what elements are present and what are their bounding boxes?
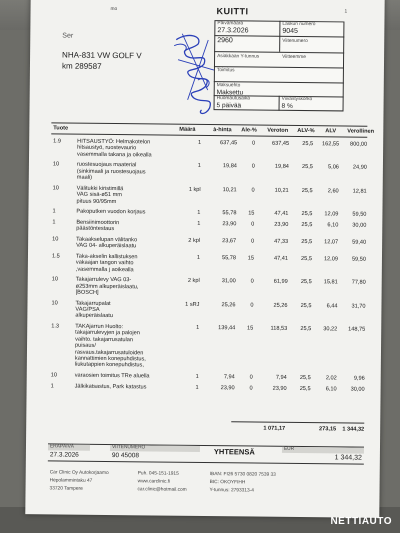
invoice-number: 9045 — [282, 27, 298, 35]
row-total: 800,00 — [350, 141, 368, 148]
row-description: Takaakselupan välitanko — [76, 236, 138, 244]
row-description: TAKAjarrun Huolto: — [75, 323, 124, 331]
row-net: 10,21 — [274, 187, 289, 194]
row-description: VAG 04- alkuperäislaatu — [76, 242, 137, 250]
table-row — [27, 382, 381, 393]
payment-terms-label: Maksuehto — [216, 83, 241, 89]
row-code: 1 — [52, 208, 56, 215]
row-description: päästöntestaus — [76, 225, 115, 233]
row-description: [BOSCH] — [75, 289, 99, 296]
row-qty: 1 — [198, 139, 202, 146]
row-description: Välitukki kiristimillä — [76, 185, 124, 192]
row-vat: 15,81 — [323, 279, 338, 286]
row-total: 59,50 — [351, 256, 366, 263]
row-net: 47,33 — [274, 238, 289, 245]
row-code: 10 — [51, 299, 58, 307]
row-vat: 162,55 — [322, 141, 340, 148]
row-net: 61,99 — [273, 278, 288, 286]
table-row — [28, 219, 382, 233]
row-vat-pct: 25,5 — [302, 141, 314, 148]
our-reference-label: Viitteemme — [282, 54, 307, 61]
row-total: 30,00 — [352, 222, 367, 229]
due-date: 27.3.2026 — [49, 451, 79, 459]
row-total: 59,50 — [352, 211, 367, 218]
total-gross: 1 344,32 — [342, 426, 365, 433]
col-header-vat-pct: ALV-% — [297, 127, 315, 135]
row-net: 7,94 — [275, 374, 287, 381]
reference-number: 2960 — [217, 37, 233, 45]
vehicle-km: km 289587 — [61, 61, 102, 71]
row-description: Takajarrupalat — [75, 300, 111, 307]
row-vat: 2,02 — [325, 375, 337, 382]
row-unit-price: 31,00 — [221, 278, 236, 285]
table-row — [27, 372, 381, 382]
company-address: Hepolammintaku 47 — [49, 478, 93, 484]
table-row — [29, 161, 383, 182]
row-description: ,vasemmalla j aoikealla — [75, 266, 134, 273]
row-discount: 0 — [250, 278, 254, 285]
row-unit-price: 55,78 — [221, 254, 237, 262]
row-code: 10 — [52, 185, 59, 192]
company-ytunnus: Y-tunnus: 2793313-4 — [209, 488, 254, 494]
reference-label: Viitenumero — [282, 38, 308, 45]
row-description: Bensiinimoottorin — [76, 219, 120, 226]
row-qty: 1 — [195, 373, 199, 380]
row-code: 10 — [51, 276, 58, 283]
col-header-total: Verollinen — [347, 128, 375, 135]
row-description: VAG/PSA — [75, 306, 100, 313]
row-discount: 0 — [251, 163, 255, 170]
row-description: alkuperäislaatu — [75, 313, 114, 320]
row-vat: 6,10 — [327, 222, 339, 229]
row-vat-pct: 25,5 — [299, 374, 311, 382]
table-top-rule — [51, 122, 367, 126]
row-description: maali) — [76, 174, 93, 182]
row-description: pituus 90/95mm — [76, 198, 117, 205]
col-header-discount: Ale-% — [241, 127, 257, 134]
row-vat-pct: 25,5 — [301, 238, 313, 245]
row-total: 148,75 — [348, 326, 366, 333]
row-vat-pct: 25,5 — [301, 255, 312, 262]
table-row — [28, 276, 382, 296]
company-phone: Puh. 045-151-1915 — [137, 471, 179, 477]
row-description: takajarrulevyjen ja palojen — [75, 330, 140, 337]
col-header-product: Tuote — [53, 125, 69, 132]
table-row — [28, 208, 382, 218]
total-net: 1 071,17 — [263, 425, 286, 432]
total-vat: 273,15 — [319, 426, 337, 433]
row-vat-pct: 25,5 — [300, 302, 312, 309]
company-email: car.clinic@hotmail.com — [137, 487, 187, 493]
row-description: Taka-akselin kallistuksen — [75, 253, 138, 261]
eur-label-bg — [282, 447, 364, 454]
row-description: Pakoputken vuodon korjaus — [76, 208, 146, 216]
summary-reference-label: VIITENUMERO — [111, 445, 146, 451]
company-iban: IBAN: FI26 5730 0820 7539 33 — [209, 472, 276, 478]
row-vat-pct: 25,5 — [299, 385, 311, 392]
row-description: vakaajan tangon vaihto — [75, 259, 134, 267]
row-total: 24,90 — [352, 164, 367, 172]
row-description: VAG sisä-ø51 mm — [76, 191, 122, 199]
row-vat-pct: 25,5 — [301, 221, 313, 228]
table-row — [28, 299, 382, 320]
row-net: 23,90 — [272, 385, 287, 392]
row-discount: 0 — [250, 238, 255, 245]
col-header-qty: Määrä — [179, 126, 196, 133]
row-discount: 0 — [251, 221, 255, 228]
summary-total: 1 344,32 — [334, 454, 362, 462]
row-description: liukutappien konepuhdistus, — [74, 362, 144, 369]
row-qty: 1 — [196, 254, 201, 261]
row-total: 77,80 — [351, 279, 366, 286]
row-description: hitsaustyö, ruostevaurio — [77, 145, 137, 152]
row-unit-price: 23,90 — [220, 384, 235, 391]
row-qty: 1 — [196, 324, 200, 331]
summary-total-label: YHTEENSÄ — [213, 447, 255, 457]
row-unit-price: 23,90 — [222, 220, 237, 228]
row-discount: 0 — [250, 302, 254, 309]
row-description: varaosien toimitus TRe aluella — [74, 372, 150, 380]
row-code: 1.5 — [51, 253, 60, 260]
row-net: 47,41 — [273, 255, 288, 262]
row-unit-price: 139,44 — [218, 325, 236, 332]
row-unit-price: 637,45 — [220, 140, 238, 147]
row-qty: 1 — [197, 220, 201, 227]
row-discount: 15 — [248, 210, 255, 217]
row-description: HITSAUSTYÖ: Helmakotelon — [77, 138, 151, 146]
company-bic: BIC: OKOYFIHH — [209, 480, 246, 486]
late-interest-label: Viivästyskorko — [281, 96, 313, 103]
row-code: 10 — [52, 236, 59, 243]
row-vat-pct: 25,5 — [301, 187, 313, 194]
company-website: www.carclinic.fi — [137, 479, 171, 485]
row-discount: 0 — [249, 385, 253, 392]
currency-label: EUR — [283, 446, 295, 452]
row-net: 25,26 — [273, 302, 288, 309]
table-header-rule — [51, 133, 367, 137]
row-vat: 12,09 — [324, 211, 339, 218]
row-discount: 0 — [249, 374, 253, 381]
company-city: 33720 Tampere — [49, 486, 83, 492]
row-code: 10 — [50, 372, 57, 379]
row-description: vaihto. takajarrusatulan — [75, 336, 133, 344]
row-vat: 12,07 — [324, 239, 339, 246]
row-qty: 1 — [197, 163, 201, 170]
row-total: 12,81 — [352, 188, 367, 195]
summary-reference: 90 45008 — [111, 452, 140, 460]
row-code: 1 — [52, 219, 56, 226]
row-discount: 0 — [252, 140, 256, 147]
penalty-label: Huomautusaika — [216, 96, 251, 102]
row-qty: 2 kpl — [188, 237, 201, 244]
row-code: 1.9 — [53, 138, 61, 145]
row-vat: 6,10 — [325, 385, 337, 392]
row-description: ruostesuojaus maaterial — [76, 162, 137, 169]
row-vat: 12,09 — [323, 256, 338, 263]
row-discount: 15 — [246, 325, 254, 332]
row-vat-pct: 25,5 — [301, 211, 313, 218]
table-row — [27, 323, 381, 369]
row-vat: 5,06 — [327, 164, 339, 171]
late-interest: 8 % — [281, 102, 293, 110]
date-label: Päivämäärä — [217, 21, 244, 27]
row-total: 9,96 — [353, 375, 365, 382]
totals-rule — [231, 421, 364, 423]
delivery-label: Toimitus — [216, 68, 235, 74]
row-unit-price: 25,26 — [221, 301, 236, 308]
table-row — [28, 236, 382, 250]
row-description: Jälkikatsastus, Park katastus — [74, 383, 147, 390]
row-unit-price: 7,94 — [223, 374, 235, 381]
company-name: Car Clinic Oy Autokorjaamo — [49, 470, 109, 477]
row-description: puisaus/ — [75, 342, 96, 350]
row-discount: 0 — [251, 187, 255, 194]
table-row — [29, 185, 383, 205]
customer-id-label: Asiakkaan Y-tunnus — [217, 54, 260, 60]
row-code: 1 — [50, 382, 54, 390]
row-net: 23,90 — [274, 221, 289, 228]
row-description: vasemmalla takana ja oikealla — [77, 151, 152, 159]
row-qty: 1 — [197, 210, 201, 217]
handwritten-signature — [167, 30, 224, 121]
table-row — [28, 253, 382, 273]
row-net: 637,45 — [272, 140, 290, 147]
page-number: 1 — [344, 9, 348, 15]
row-description: ø253mm alkuperäislaatu, — [75, 283, 139, 290]
row-vat-pct: 25,5 — [302, 164, 313, 171]
row-net: 19,84 — [274, 164, 289, 171]
row-unit-price: 23,67 — [222, 237, 237, 245]
col-header-net: Veroton — [267, 127, 289, 134]
header-partial-text: mo — [110, 6, 118, 13]
row-code: 10 — [52, 161, 60, 168]
row-net: 47,41 — [274, 210, 289, 218]
row-vat-pct: 25,5 — [300, 326, 312, 333]
date-value: 27.3.2026 — [217, 27, 249, 35]
row-description: (sinkimaali ja ruostesuojaus — [76, 168, 146, 176]
nettiauto-watermark: NETTIAUTO — [330, 516, 392, 527]
row-discount: 15 — [247, 255, 254, 262]
invoice-number-label: Laskun numero — [282, 21, 316, 28]
row-net: 118,53 — [270, 325, 288, 332]
due-date-label: ERÄPÄIVÄ — [49, 444, 75, 450]
row-description: rasvaus.takajarrusatuloiden — [74, 349, 144, 356]
row-qty: 1 kpl — [188, 186, 201, 193]
row-description: Takajarrulevy VAG 03- — [75, 276, 132, 284]
col-header-unit-price: à-hinta — [213, 127, 232, 134]
vehicle-plate: NHA-831 VW GOLF V — [62, 50, 142, 61]
row-vat: 30,22 — [323, 326, 338, 333]
row-code: 1.3 — [51, 323, 60, 330]
row-unit-price: 10,21 — [222, 186, 237, 194]
col-header-vat: ALV — [325, 128, 337, 135]
row-total: 30,00 — [350, 386, 365, 393]
row-unit-price: 55,78 — [222, 210, 237, 217]
row-qty: 1 sRJ — [185, 301, 200, 308]
row-total: 31,70 — [351, 303, 366, 310]
row-unit-price: 19,84 — [222, 163, 237, 170]
row-vat: 6,44 — [326, 302, 338, 309]
row-vat: 2,60 — [327, 188, 339, 195]
row-total: 59,40 — [352, 239, 367, 246]
document-title: KUITTI — [216, 6, 249, 17]
row-description: kannattimien konepuhdistus, — [74, 355, 146, 363]
table-row — [29, 138, 383, 159]
row-vat-pct: 25,5 — [300, 279, 312, 286]
row-qty: 1 — [195, 384, 199, 391]
receipt-paper — [25, 0, 384, 518]
penalty-value: 5 päivää — [216, 102, 242, 110]
payment-terms: Maksettu — [216, 89, 244, 97]
row-qty: 2 kpl — [187, 278, 200, 285]
customer-partial-text: Ser — [62, 32, 74, 40]
